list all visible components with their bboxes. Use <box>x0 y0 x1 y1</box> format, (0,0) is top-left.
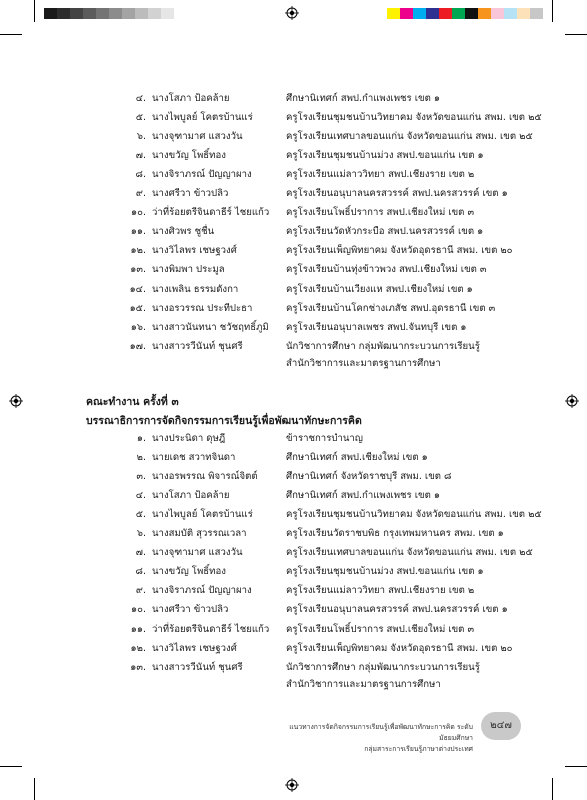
item-number: ๗. <box>135 547 146 559</box>
affiliation: ครูโรงเรียนวัดราชบพิธ กรุงเทพมหานคร สพม. เขต ๑ <box>286 528 504 540</box>
item-number: ๑๑. <box>130 623 146 635</box>
member-name: นางประนิดา ดุษฎี <box>152 433 226 444</box>
color-swatch <box>439 8 452 19</box>
registration-mark-top <box>285 6 299 20</box>
affiliation: ครูโรงเรียนบ้านโคกช่างเภสัช สพป.อุดรธานี เขต ๓ <box>286 302 496 314</box>
list-item <box>0 109 587 127</box>
item-number: ๗. <box>135 150 146 162</box>
item-number: ๑๔. <box>129 283 146 295</box>
color-swatch <box>400 8 413 19</box>
list-item <box>0 621 587 639</box>
item-number: ๙. <box>135 585 146 597</box>
member-name: นางสาวนันทนา ชวัชฤทธิ์ภูมิ <box>152 321 269 333</box>
affiliation: ครูโรงเรียนเพ็ญพิทยาคม จังหวัดอุดรธานี สพม. เขต ๒๐ <box>286 642 513 654</box>
item-number: ๕. <box>135 509 146 521</box>
member-name: นางไพบูลย์ โคตรบ้านแร่ <box>152 509 253 521</box>
list-item <box>0 166 587 184</box>
member-name: นางวิไลพร เชษฐวงศ์ <box>152 245 237 257</box>
running-footer <box>258 722 473 755</box>
affiliation: ครูโรงเรียนอนุบาลเพชร สพป.จันทบุรี เขต ๑ <box>286 321 467 333</box>
affiliation: ครูโรงเรียนบ้านทุ่งข้าวพวง สพป.เชียงใหม่ เขต ๓ <box>286 264 487 276</box>
crop-mark <box>0 766 22 767</box>
item-number: ๑๐. <box>131 207 146 219</box>
color-swatch <box>504 8 517 19</box>
color-swatch <box>96 8 109 19</box>
item-number: ๑๑. <box>130 226 146 238</box>
crop-mark <box>0 34 22 35</box>
affiliation: ศึกษานิเทศก์ สพป.กำแพงเพชร เขต ๑ <box>286 490 440 502</box>
affiliation: ครูโรงเรียนบ้านเวียงแห สพป.เชียงใหม่ เขต ๑ <box>286 283 473 295</box>
member-name: ว่าที่ร้อยตรีจินดาธีร์ ไชยแก้ว <box>152 207 270 219</box>
affiliation: ครูโรงเรียนเทศบาลขอนแก่น จังหวัดขอนแก่น สพม. เขต ๒๕ <box>286 547 533 559</box>
process-color-bar <box>387 8 543 19</box>
color-swatch <box>122 8 135 19</box>
color-swatch <box>148 8 161 19</box>
color-swatch <box>478 8 491 19</box>
crop-mark <box>565 766 587 767</box>
list-item <box>0 261 587 279</box>
item-number: ๑๐. <box>131 604 146 616</box>
affiliation: ครูโรงเรียนชุมชนบ้านวิทยาคม จังหวัดขอนแก่น สพม. เขต ๒๕ <box>286 112 542 124</box>
item-number: ๔. <box>135 490 146 502</box>
list-item <box>0 300 587 318</box>
crop-mark <box>552 0 553 22</box>
item-number: ๑๓. <box>130 264 146 276</box>
item-number: ๑๓. <box>130 661 146 673</box>
list-item <box>0 281 587 299</box>
affiliation: ครูโรงเรียนแม่ลาววิทยา สพป.เชียงราย เขต ๒ <box>286 585 475 597</box>
crop-mark <box>565 34 587 35</box>
list-item <box>0 147 587 165</box>
section-subheading: บรรณาธิการการจัดกิจกรรมการเรียนรู้เพื่อพัฒนาทักษะการคิด <box>86 415 362 427</box>
member-name: นางจุฑามาศ แสวงวัน <box>152 547 243 559</box>
affiliation: ครูโรงเรียนอนุบาลนครสวรรค์ สพป.นครสวรรค์ เขต ๑ <box>286 188 508 200</box>
member-name: นางวิไลพร เชษฐวงศ์ <box>152 642 237 654</box>
item-number: ๘. <box>135 169 146 181</box>
list-item <box>0 601 587 619</box>
affiliation: ครูโรงเรียนเพ็ญพิทยาคม จังหวัดอุดรธานี สพม. เขต ๒๐ <box>286 245 513 257</box>
color-swatch <box>491 8 504 19</box>
member-name: นางจิราภรณ์ ปัญญาผาง <box>152 585 252 597</box>
crop-mark <box>34 0 35 22</box>
footer-title: แนวทางการจัดกิจกรรมการเรียนรู้เพื่อพัฒนาทักษะการคิด ระดับมัธยมศึกษา <box>289 723 473 742</box>
color-swatch <box>161 8 174 19</box>
item-number: ๑๒. <box>130 245 146 257</box>
color-swatch <box>426 8 439 19</box>
color-swatch <box>70 8 83 19</box>
color-swatch <box>387 8 400 19</box>
list-item <box>0 449 587 467</box>
list-item <box>0 185 587 203</box>
list-item <box>0 544 587 562</box>
footer-subtitle: กลุ่มสาระการเรียนรู้ภาษาต่างประเทศ <box>364 745 473 753</box>
affiliation: สำนักวิชาการและมาตรฐานการศึกษา <box>286 358 441 369</box>
list-item <box>0 338 587 356</box>
registration-mark-left <box>9 394 23 408</box>
item-number: ๒. <box>136 452 146 464</box>
affiliation: นักวิชาการศึกษา กลุ่มพัฒนากระบวนการเรียนรู้ <box>286 661 480 673</box>
affiliation: ครูโรงเรียนชุมชนบ้านม่วง สพป.ขอนแก่น เขต ๑ <box>286 566 484 578</box>
color-swatch <box>413 8 426 19</box>
member-name: นางโสภา ป้อคล้าย <box>152 93 230 104</box>
item-number: ๙. <box>135 188 146 200</box>
list-item <box>0 582 587 600</box>
list-item <box>0 468 587 486</box>
affiliation: นักวิชาการศึกษา กลุ่มพัฒนากระบวนการเรียนรู้ <box>286 340 480 352</box>
affiliation: ครูโรงเรียนชุมชนบ้านวิทยาคม จังหวัดขอนแก่น สพม. เขต ๒๕ <box>286 509 542 521</box>
color-swatch <box>135 8 148 19</box>
member-name: นางสาวรวีนันท์ ชุนศรี <box>152 661 243 673</box>
continuation-line <box>0 676 587 694</box>
item-number: ๑. <box>136 433 146 444</box>
item-number: ๔. <box>135 93 146 104</box>
affiliation: ศึกษานิเทศก์ สพป.เชียงใหม่ เขต ๑ <box>286 452 428 464</box>
affiliation: ศึกษานิเทศก์ จังหวัดราชบุรี สพม. เขต ๘ <box>286 471 452 483</box>
member-name: นางพิมพา ประมูล <box>152 264 225 276</box>
list-item <box>0 430 587 448</box>
list-item <box>0 204 587 222</box>
color-swatch <box>83 8 96 19</box>
member-name: นางศิวพร ชูชื่น <box>152 226 215 238</box>
list-item <box>0 90 587 108</box>
crop-mark <box>34 778 35 800</box>
affiliation: ครูโรงเรียนเทศบาลขอนแก่น จังหวัดขอนแก่น สพม. เขต ๒๕ <box>286 131 533 143</box>
grayscale-color-bar <box>44 8 174 19</box>
continuation-line <box>0 355 587 373</box>
list-item <box>0 242 587 260</box>
item-number: ๑๖. <box>130 321 146 333</box>
member-name: นางเพลิน ธรรมดังกา <box>152 283 239 295</box>
page-number: ๒๔๗ <box>481 712 521 740</box>
member-name: นางไพบูลย์ โคตรบ้านแร่ <box>152 112 253 124</box>
member-name: นางอรพรรณ พิจารณ์จิตต์ <box>152 471 258 483</box>
member-name: นางโสภา ป้อคล้าย <box>152 490 230 502</box>
member-name: นางศรีวา ข้าวปลิว <box>152 604 229 616</box>
color-swatch <box>530 8 543 19</box>
affiliation: ครูโรงเรียนแม่ลาววิทยา สพป.เชียงราย เขต ๒ <box>286 169 475 181</box>
registration-mark-bottom <box>285 778 299 792</box>
list-item <box>0 659 587 677</box>
color-swatch <box>44 8 57 19</box>
color-swatch <box>517 8 530 19</box>
list-item <box>0 223 587 241</box>
member-name: นางสาวรวีนันท์ ชุนศรี <box>152 340 243 352</box>
member-name: นางจิราภรณ์ ปัญญาผาง <box>152 169 252 181</box>
list-item <box>0 128 587 146</box>
affiliation: ข้าราชการบำนาญ <box>286 433 363 444</box>
member-name: นายเดช สวาทจินดา <box>152 452 236 464</box>
item-number: ๖. <box>136 131 146 143</box>
item-number: ๑๒. <box>130 642 146 654</box>
item-number: ๕. <box>135 112 146 124</box>
member-name: นางขวัญ โพธิ์ทอง <box>152 566 226 578</box>
affiliation: ศึกษานิเทศก์ สพป.กำแพงเพชร เขต ๑ <box>286 93 440 104</box>
list-item <box>0 640 587 658</box>
affiliation: ครูโรงเรียนชุมชนบ้านม่วง สพป.ขอนแก่น เขต ๑ <box>286 150 484 162</box>
list-item <box>0 563 587 581</box>
list-item <box>0 487 587 505</box>
affiliation: ครูโรงเรียนวัดหัวกระบือ สพป.นครสวรรค์ เขต ๑ <box>286 226 484 238</box>
affiliation: ครูโรงเรียนโพธิ์ปราการ สพป.เชียงใหม่ เขต ๓ <box>286 207 475 219</box>
item-number: ๑๕. <box>129 302 146 314</box>
affiliation: ครูโรงเรียนโพธิ์ปราการ สพป.เชียงใหม่ เขต ๓ <box>286 623 475 635</box>
item-number: ๖. <box>136 528 146 540</box>
registration-mark-right <box>565 394 579 408</box>
color-swatch <box>452 8 465 19</box>
member-name: นางขวัญ โพธิ์ทอง <box>152 150 226 162</box>
item-number: ๓. <box>136 471 146 483</box>
member-name: ว่าที่ร้อยตรีจินดาธีร์ ไชยแก้ว <box>152 623 270 635</box>
list-item <box>0 319 587 337</box>
list-item <box>0 525 587 543</box>
section-heading: คณะทำงาน ครั้งที่ ๓ <box>86 396 179 408</box>
item-number: ๑๗. <box>129 340 146 352</box>
member-name: นางสมบัติ สุวรรณเวลา <box>152 528 247 540</box>
affiliation: สำนักวิชาการและมาตรฐานการศึกษา <box>286 679 441 690</box>
crop-mark <box>552 778 553 800</box>
color-swatch <box>109 8 122 19</box>
color-swatch <box>57 8 70 19</box>
member-name: นางอรวรรณ ประทีปะธา <box>152 302 253 314</box>
color-swatch <box>465 8 478 19</box>
affiliation: ครูโรงเรียนอนุบาลนครสวรรค์ สพป.นครสวรรค์ เขต ๑ <box>286 604 508 616</box>
member-name: นางจุฑามาศ แสวงวัน <box>152 131 243 143</box>
member-name: นางศรีวา ข้าวปลิว <box>152 188 229 200</box>
list-item <box>0 506 587 524</box>
item-number: ๘. <box>135 566 146 578</box>
